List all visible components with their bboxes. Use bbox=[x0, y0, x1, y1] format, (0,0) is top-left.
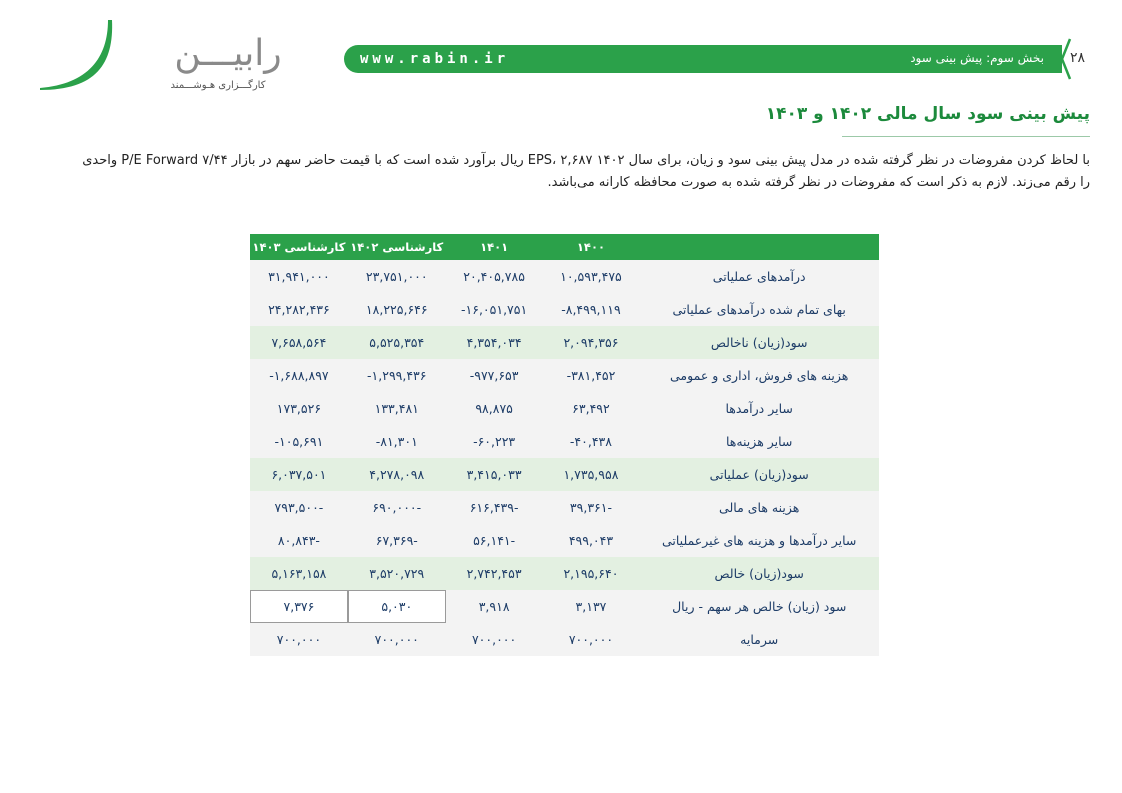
header-cell-1400: ۱۴۰۰ bbox=[576, 240, 605, 254]
row-label: سایر درآمدها و هزینه های غیرعملیاتی bbox=[661, 533, 857, 548]
cell-1400: -۸,۴۹۹,۱۱۹ bbox=[561, 302, 621, 317]
row-label: سود(زیان) خالص bbox=[714, 566, 804, 581]
page-number: ۲۸ bbox=[1070, 50, 1086, 66]
row-label: بهای تمام شده درآمدهای عملیاتی bbox=[672, 302, 846, 317]
cell-1403: ۵,۱۶۳,۱۵۸ bbox=[271, 566, 327, 581]
table-row bbox=[250, 590, 879, 623]
cell-1402: ۲۳,۷۵۱,۰۰۰ bbox=[365, 269, 428, 284]
website-link[interactable]: www.rabin.ir bbox=[360, 51, 510, 67]
logo-leaf-icon bbox=[38, 18, 118, 93]
cell-1403: ۷,۳۷۶ bbox=[250, 590, 348, 623]
row-label: هزینه های فروش، اداری و عمومی bbox=[670, 368, 849, 383]
section-title: بخش سوم: پیش بینی سود bbox=[910, 51, 1044, 65]
cell-1403: ۶,۰۳۷,۵۰۱ bbox=[271, 467, 327, 482]
cell-1402: ۱۳۳,۴۸۱ bbox=[374, 401, 419, 416]
cell-1400: ۴۹۹,۰۴۳ bbox=[568, 533, 614, 548]
row-label: سود(زیان) ناخالص bbox=[710, 335, 808, 350]
cell-1400: -۴۰,۴۳۸ bbox=[569, 434, 612, 449]
cell-1403: -۱۰۵,۶۹۱ bbox=[274, 434, 324, 449]
table-row bbox=[250, 392, 879, 425]
cell-1401: ۲۰,۴۰۵,۷۸۵ bbox=[463, 269, 525, 284]
cell-1400: ۱۰,۵۹۳,۴۷۵ bbox=[560, 269, 622, 284]
cell-1400: ۶۳,۴۹۲ bbox=[572, 401, 610, 416]
cell-1402: ۶۹۰,۰۰۰- bbox=[372, 500, 422, 515]
cell-1403: ۱۷۳,۵۲۶ bbox=[276, 401, 322, 416]
cell-1400: ۱,۷۳۵,۹۵۸ bbox=[563, 467, 619, 482]
cell-1403: ۷۰۰,۰۰۰ bbox=[276, 632, 322, 647]
cell-1403: ۲۴,۲۸۲,۴۳۶ bbox=[268, 302, 330, 317]
cell-1402: ۶۷,۳۶۹- bbox=[375, 533, 418, 548]
table-header-row bbox=[250, 234, 879, 260]
cell-1401: ۷۰۰,۰۰۰ bbox=[471, 632, 517, 647]
header-cell-label bbox=[639, 234, 879, 260]
cell-1402: -۱,۲۹۹,۴۳۶ bbox=[367, 368, 427, 383]
table-row bbox=[250, 260, 879, 293]
row-label: هزینه های مالی bbox=[719, 500, 800, 515]
row-label: سایر هزینه‌ها bbox=[725, 434, 793, 449]
table-row bbox=[250, 557, 879, 590]
intro-paragraph: با لحاظ کردن مفروضات در نظر گرفته شده در مدل پیش بینی سود و زیان، برای سال ۱۴۰۲ EPS، ۲,۶۸۷ ریال برآورد شده است که با قیمت حاضر سهم در بازار P/E Forward ۷/۴۴ واحدی را رقم می‌زند. لازم به ذکر است که مفروضات در نظر گرفته شده به صورت محافظه کارانه می‌باشد. bbox=[82, 153, 1090, 190]
cell-1400: ۲,۰۹۴,۳۵۶ bbox=[563, 335, 619, 350]
cell-1400: ۳۹,۳۶۱- bbox=[569, 500, 612, 515]
cell-1401: ۲,۷۴۲,۴۵۳ bbox=[466, 566, 522, 581]
cell-1401: -۱۶,۰۵۱,۷۵۱ bbox=[461, 302, 528, 317]
header-cell-1403: کارشناسی ۱۴۰۳ bbox=[252, 240, 346, 254]
header-cell-1401: ۱۴۰۱ bbox=[480, 240, 509, 254]
table-row bbox=[250, 524, 879, 557]
page-title: پیش بینی سود سال مالی ۱۴۰۲ و ۱۴۰۳ bbox=[765, 104, 1090, 124]
cell-1401: ۶۱۶,۴۳۹- bbox=[469, 500, 519, 515]
logo-name: رابیـــن bbox=[174, 33, 282, 74]
cell-1402: ۵,۰۳۰ bbox=[348, 590, 446, 623]
cell-1402: ۴,۲۷۸,۰۹۸ bbox=[369, 467, 425, 482]
cell-1401: ۴,۳۵۴,۰۳۴ bbox=[466, 335, 522, 350]
cell-1400: ۳,۱۳۷ bbox=[575, 599, 607, 614]
table-body bbox=[250, 260, 879, 656]
cell-1400: -۳۸۱,۴۵۲ bbox=[566, 368, 616, 383]
table-row bbox=[250, 425, 879, 458]
table-row bbox=[250, 293, 879, 326]
row-label: درآمدهای عملیاتی bbox=[712, 269, 806, 284]
row-label: سرمایه bbox=[740, 632, 779, 647]
table-row bbox=[250, 623, 879, 656]
profit-forecast-table bbox=[250, 234, 879, 656]
cell-1401: -۶۰,۲۲۳ bbox=[473, 434, 516, 449]
header-cell-1402: کارشناسی ۱۴۰۲ bbox=[350, 240, 444, 254]
title-underline bbox=[842, 136, 1090, 137]
cell-1402: ۳,۵۲۰,۷۲۹ bbox=[369, 566, 425, 581]
cell-1403: ۸۰,۸۴۳- bbox=[277, 533, 320, 548]
cell-1402: ۷۰۰,۰۰۰ bbox=[374, 632, 419, 647]
cell-1400: ۲,۱۹۵,۶۴۰ bbox=[563, 566, 619, 581]
row-label: سایر درآمدها bbox=[725, 401, 793, 416]
cell-1400: ۷۰۰,۰۰۰ bbox=[568, 632, 614, 647]
table-row bbox=[250, 491, 879, 524]
cell-1403: -۱,۶۸۸,۸۹۷ bbox=[269, 368, 329, 383]
cell-1402: ۱۸,۲۲۵,۶۴۶ bbox=[365, 302, 428, 317]
cell-1402: -۸۱,۳۰۱ bbox=[375, 434, 418, 449]
cell-1403: ۷۹۳,۵۰۰- bbox=[274, 500, 324, 515]
rabin-logo bbox=[38, 18, 282, 93]
cell-1403: ۷,۶۵۸,۵۶۴ bbox=[271, 335, 327, 350]
table-row bbox=[250, 458, 879, 491]
cell-1401: ۳,۴۱۵,۰۳۳ bbox=[466, 467, 522, 482]
cell-1401: ۳,۹۱۸ bbox=[478, 599, 510, 614]
row-label: سود(زیان) عملیاتی bbox=[709, 467, 809, 482]
table-row bbox=[250, 326, 879, 359]
table-row bbox=[250, 359, 879, 392]
logo-subtitle: کارگـــزاری هـوشـــمند bbox=[170, 80, 266, 91]
cell-1403: ۳۱,۹۴۱,۰۰۰ bbox=[268, 269, 330, 284]
row-label: سود (زیان) خالص هر سهم - ریال bbox=[672, 599, 847, 614]
cell-1401: ۹۸,۸۷۵ bbox=[475, 401, 513, 416]
cell-1401: -۹۷۷,۶۵۳ bbox=[469, 368, 519, 383]
cell-1401: ۵۶,۱۴۱- bbox=[473, 533, 516, 548]
cell-1402: ۵,۵۲۵,۳۵۴ bbox=[369, 335, 425, 350]
